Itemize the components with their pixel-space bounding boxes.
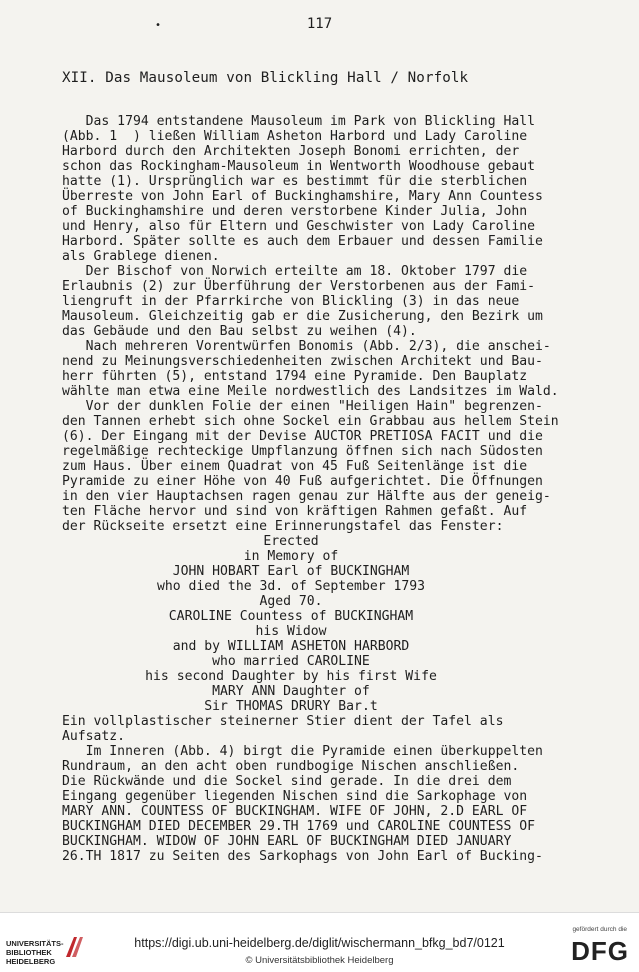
text-line: Aufsatz.: [62, 729, 126, 744]
permalink-url[interactable]: https://digi.ub.uni-heidelberg.de/diglit/wischermann_bfkg_bd7/0121: [134, 936, 505, 950]
inscription-line: Sir THOMAS DRURY Bar.t: [204, 699, 378, 714]
text-line: der Rückseite ersetzt eine Erinnerungstafel das Fenster:: [62, 519, 504, 534]
text-line: das Gebäude und den Bau selbst zu weihen (4).: [62, 324, 417, 339]
text-line: Nach mehreren Vorentwürfen Bonomis (Abb. 2/3), die anschei-: [62, 339, 551, 354]
inscription-line: Aged 70.: [259, 594, 323, 609]
text-line: liengruft in der Pfarrkirche von Blickling (3) in das neue: [62, 294, 520, 309]
text-line: ten Fläche hervor und sind von kräftigen Rahmen gefaßt. Auf: [62, 504, 528, 519]
text-line: als Grablege dienen.: [62, 249, 220, 264]
text-line: Ein vollplastischer steinerner Stier dient der Tafel als: [62, 714, 504, 729]
inscription-line: JOHN HOBART Earl of BUCKINGHAM: [172, 564, 410, 579]
inscription-line: his Widow: [255, 624, 327, 639]
text-line: Eingang gegenüber liegenden Nischen sind die Sarkophage von: [62, 789, 528, 804]
inscription-line: who married CAROLINE: [212, 654, 370, 669]
inscription-line: and by WILLIAM ASHETON HARBORD: [172, 639, 410, 654]
scan-speck: •: [155, 20, 162, 31]
text-line: BUCKINGHAM DIED DECEMBER 29.TH 1769 und CAROLINE COUNTESS OF: [62, 819, 535, 834]
text-line: Erlaubnis (2) zur Überführung der Verstorbenen aus der Fami-: [62, 279, 535, 294]
inscription-line: CAROLINE Countess of BUCKINGHAM: [168, 609, 414, 624]
text-line: BUCKINGHAM. WIDOW OF JOHN EARL OF BUCKINGHAM DIED JANUARY: [62, 834, 512, 849]
text-line: Im Inneren (Abb. 4) birgt die Pyramide einen überkuppelten: [62, 744, 543, 759]
inscription-line: his second Daughter by his first Wife: [145, 669, 437, 684]
text-line: wählte man etwa eine Meile nordwestlich des Landsitzes im Wald.: [62, 384, 559, 399]
text-line: of Buckinghamshire und deren verstorbene Kinder Julia, John: [62, 204, 528, 219]
text-line: zum Haus. Über einem Quadrat von 45 Fuß Seitenlänge ist die: [62, 459, 528, 474]
text-line: den Tannen erhebt sich ohne Sockel ein Grabbau aus hellem Stein: [62, 414, 559, 429]
inscription-line: Erected: [263, 534, 319, 549]
text-line: 26.TH 1817 zu Seiten des Sarkophags von John Earl of Bucking-: [62, 849, 543, 864]
inscription-line: in Memory of: [243, 549, 339, 564]
text-line: Vor der dunklen Folie der einen "Heiligen Hain" begrenzen-: [62, 399, 543, 414]
text-line: und Henry, also für Eltern und Geschwister von Lady Caroline: [62, 219, 535, 234]
viewer-footer: [0, 912, 639, 972]
inscription-line: who died the 3d. of September 1793: [156, 579, 426, 594]
funding-note: gefördert durch die: [572, 926, 627, 933]
text-line: Mausoleum. Gleichzeitig gab er die Zusicherung, den Bezirk um: [62, 309, 543, 324]
text-line: regelmäßige rechteckige Umpflanzung öffnen sich nach Südosten: [62, 444, 543, 459]
text-line: Überreste von John Earl of Buckinghamshire, Mary Ann Countess: [62, 189, 543, 204]
body-text: [62, 114, 582, 864]
chapter-heading: XII. Das Mausoleum von Blickling Hall / Norfolk: [62, 70, 469, 86]
text-line: Harbord. Später sollte es auch dem Erbauer und dessen Familie: [62, 234, 543, 249]
copyright-note: © Universitätsbibliothek Heidelberg: [245, 955, 394, 966]
text-line: Rundraum, an den acht oben rundbogige Nischen anschließen.: [62, 759, 520, 774]
library-logo-text: UNIVERSITÄTS- BIBLIOTHEK HEIDELBERG: [6, 939, 64, 966]
text-line: (Abb. 1 ) ließen William Asheton Harbord und Lady Caroline: [62, 129, 528, 144]
text-line: Die Rückwände und die Sockel sind gerade. In die drei dem: [62, 774, 512, 789]
text-line: herr führten (5), entstand 1794 eine Pyramide. Den Bauplatz: [62, 369, 528, 384]
text-line: Pyramide zu einer Höhe von 40 Fuß aufgerichtet. Die Öffnungen: [62, 474, 543, 489]
text-line: (6). Der Eingang mit der Devise AUCTOR PRETIOSA FACIT und die: [62, 429, 543, 444]
text-line: nend zu Meinungsverschiedenheiten zwischen Architekt und Bau-: [62, 354, 543, 369]
text-line: schon das Rockingham-Mausoleum in Wentworth Woodhouse gebaut: [62, 159, 535, 174]
text-line: in den vier Hauptachsen ragen genau zur Hälfte aus der geneig-: [62, 489, 551, 504]
text-line: hatte (1). Ursprünglich war es bestimmt für die sterblichen: [62, 174, 528, 189]
text-line: Der Bischof von Norwich erteilte am 18. Oktober 1797 die: [62, 264, 528, 279]
text-line: Das 1794 entstandene Mausoleum im Park von Blickling Hall: [62, 114, 535, 129]
page-number: 117: [306, 16, 333, 32]
text-line: Harbord durch den Architekten Joseph Bonomi errichten, der: [62, 144, 520, 159]
inscription-line: MARY ANN Daughter of: [212, 684, 370, 699]
text-line: MARY ANN. COUNTESS OF BUCKINGHAM. WIFE OF JOHN, 2.D EARL OF: [62, 804, 528, 819]
dfg-logo: DFG: [571, 936, 629, 966]
